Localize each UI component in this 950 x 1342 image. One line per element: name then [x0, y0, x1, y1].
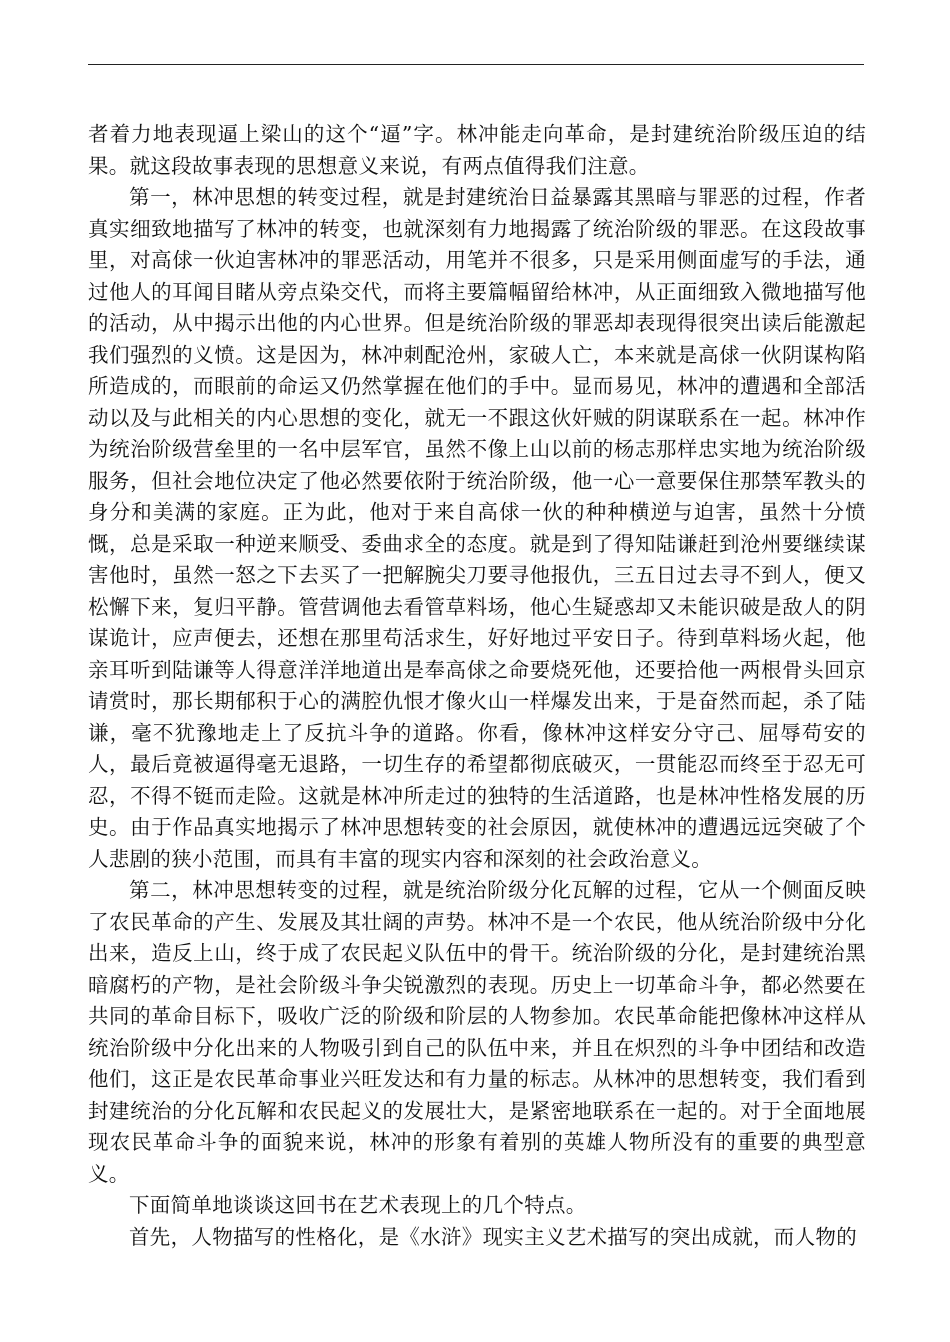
document-body [88, 119, 866, 1253]
paragraph-first-point: 第一，林冲思想的转变过程，就是封建统治日益暴露其黑暗与罪恶的过程，作者真实细致地描写了林冲的转变，也就深刻有力地揭露了统治阶级的罪恶。在这段故事里，对高俅一伙迫害林冲的罪恶活动，用笔并不很多，只是采用侧面虚写的手法，通过他人的耳闻目睹从旁点染交代，而将主要篇幅留给林冲，从正面细致入微地描写他的活动，从中揭示出他的内心世界。但是统治阶级的罪恶却表现得很突出读后能激起我们强烈的义愤。这是因为，林冲刺配沧州，家破人亡，本来就是高俅一伙阴谋构陷所造成的，而眼前的命运又仍然掌握在他们的手中。显而易见，林冲的遭遇和全部活动以及与此相关的内心思想的变化，就无一不跟这伙奸贼的阴谋联系在一起。林冲作为统治阶级营垒里的一名中层军官，虽然不像上山以前的杨志那样忠实地为统治阶级服务，但社会地位决定了他必然要依附于统治阶级，他一心一意要保住那禁军教头的身分和美满的家庭。正为此，他对于来自高俅一伙的种种横逆与迫害，虽然十分愤慨，总是采取一种逆来顺受、委曲求全的态度。就是到了得知陆谦赶到沧州要继续谋害他时，虽然一怒之下去买了一把解腕尖刀要寻他报仇，三五日过去寻不到人，便又松懈下来，复归平静。管营调他去看管草料场，他心生疑惑却又未能识破是敌人的阴谋诡计，应声便去，还想在那里苟活求生，好好地过平安日子。待到草料场火起，他亲耳听到陆谦等人得意洋洋地道出是奉高俅之命要烧死他，还要拾他一两根骨头回京请赏时，那长期郁积于心的满腔仇恨才像火山一样爆发出来，于是奋然而起，杀了陆谦，毫不犹豫地走上了反抗斗争的道路。你看，像林冲这样安分守己、屈辱苟安的人，最后竟被逼得毫无退路，一切生存的希望都彻底破灭，一贯能忍而终至于忍无可忍，不得不铤而走险。这就是林冲所走过的独特的生活道路，也是林冲性格发展的历史。由于作品真实地揭示了林冲思想转变的社会原因，就使林冲的遭遇远远突破了个人悲剧的狭小范围，而具有丰富的现实内容和深刻的社会政治意义。 [88, 185, 866, 871]
header-rule [88, 64, 864, 65]
paragraph-second-point: 第二，林冲思想转变的过程，就是统治阶级分化瓦解的过程，它从一个侧面反映了农民革命的产生、发展及其壮阔的声势。林冲不是一个农民，他从统治阶级中分化出来，造反上山，终于成了农民起义队伍中的骨干。统治阶级的分化，是封建统治黑暗腐朽的产物，是社会阶级斗争尖锐激烈的表现。历史上一切革命斗争，都必然要在共同的革命目标下，吸收广泛的阶级和阶层的人物参加。农民革命能把像林冲这样从统治阶级中分化出来的人物吸引到自己的队伍中来，并且在炽烈的斗争中团结和改造他们，这正是农民革命事业兴旺发达和有力量的标志。从林冲的思想转变，我们看到封建统治的分化瓦解和农民起义的发展壮大，是紧密地联系在一起的。对于全面地展现农民革命斗争的面貌来说，林冲的形象有着别的英雄人物所没有的重要的典型意义。 [88, 878, 866, 1186]
paragraph-continued: 者着力地表现逼上梁山的这个“逼”字。林冲能走向革命，是封建统治阶级压迫的结果。就这段故事表现的思想意义来说，有两点值得我们注意。 [88, 122, 866, 178]
paragraph-characterization: 首先，人物描写的性格化，是《水浒》现实主义艺术描写的突出成就，而人物的 [129, 1224, 857, 1249]
paragraph-art-intro: 下面简单地谈谈这回书在艺术表现上的几个特点。 [129, 1193, 587, 1217]
